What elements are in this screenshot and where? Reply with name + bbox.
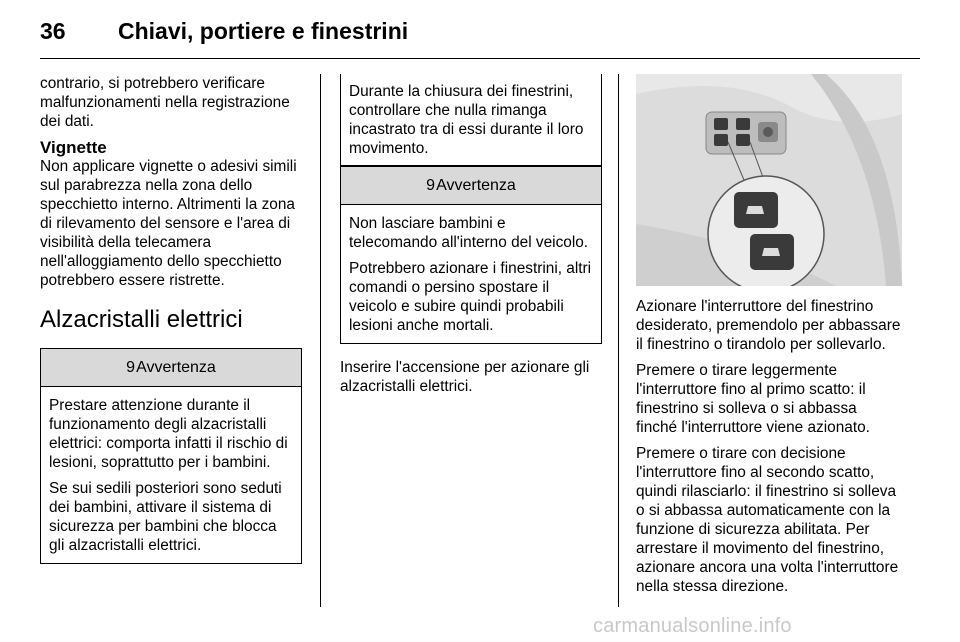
window-switch-illustration (636, 74, 902, 286)
warning-paragraph: Potrebbero azionare i finestrini, altri comandi o persino spostare il veicolo e subire quindi probabili lesioni anche mortali. (349, 260, 592, 334)
warning-box-2 (340, 166, 602, 344)
page-number: 36 (40, 18, 66, 44)
operation-paragraph: Azionare l'interruttore del finestrino desiderato, premendolo per abbassare il finestrino o tirandolo per sollevarlo. (636, 298, 901, 353)
warning-icon: 9 (126, 359, 136, 376)
warning-body-1 (41, 387, 301, 563)
column-1 (40, 74, 302, 564)
section-title: Alzacristalli elettrici (40, 306, 243, 333)
watermark: carmanualsonline.info (593, 615, 792, 637)
warning-title: Avvertenza (136, 359, 216, 376)
first-step-paragraph: Premere o tirare leggermente l'interruttore fino al primo scatto: il finestrino si solleva o si abbassa finché l'interruttore viene azionato. (636, 362, 870, 436)
warning-box-1 (40, 348, 302, 564)
caution-box (340, 74, 602, 166)
vignette-heading: Vignette (40, 138, 107, 157)
intro-paragraph: contrario, si potrebbero verificare malfunzionamenti nella registrazione dei dati. (40, 75, 290, 130)
warning-paragraph: Prestare attenzione durante il funzionamento degli alzacristalli elettrici: comporta infatti il rischio di lesioni, soprattutto per i bambini. (49, 397, 288, 471)
vignette-paragraph: Non applicare vignette o adesivi simili sul parabrezza nella zona dello specchietto interno. Altrimenti la zona di rilevamento del sensore e l'area di visibilità della telecamera nell'alloggiamento dello specchietto potrebbero essere ristrette. (40, 158, 297, 289)
warning-body-2 (341, 205, 601, 343)
warning-header-2 (341, 166, 601, 205)
caution-body (341, 74, 601, 165)
chapter-title: Chiavi, portiere e finestrini (118, 18, 409, 44)
warning-paragraph: Se sui sedili posteriori sono seduti dei bambini, attivare il sistema di sicurezza per bambini che blocca gli alzacristalli elettrici. (49, 480, 282, 554)
column-2 (340, 74, 602, 403)
ignition-paragraph: Inserire l'accensione per azionare gli alzacristalli elettrici. (340, 359, 590, 395)
column-divider-1 (320, 74, 321, 607)
column-divider-2 (618, 74, 619, 607)
second-step-paragraph: Premere o tirare con decisione l'interruttore fino al secondo scatto, quindi rilasciarlo: il finestrino si solleva o si abbassa automaticamente con la funzione di sicurezza abilitata. Per arrestare il movimento del finestrino, azionare ancora una volta l'interruttore nella stessa direzione. (636, 445, 899, 595)
warning-paragraph: Non lasciare bambini e telecomando all'interno del veicolo. (349, 215, 589, 251)
warning-icon: 9 (426, 177, 436, 194)
header-divider (40, 58, 920, 59)
warning-header-1 (41, 348, 301, 387)
column-3 (636, 74, 902, 603)
page-header (40, 14, 920, 58)
caution-paragraph: Durante la chiusura dei finestrini, controllare che nulla rimanga incastrato tra di essi durante il loro movimento. (349, 83, 584, 157)
warning-title: Avvertenza (436, 177, 516, 194)
